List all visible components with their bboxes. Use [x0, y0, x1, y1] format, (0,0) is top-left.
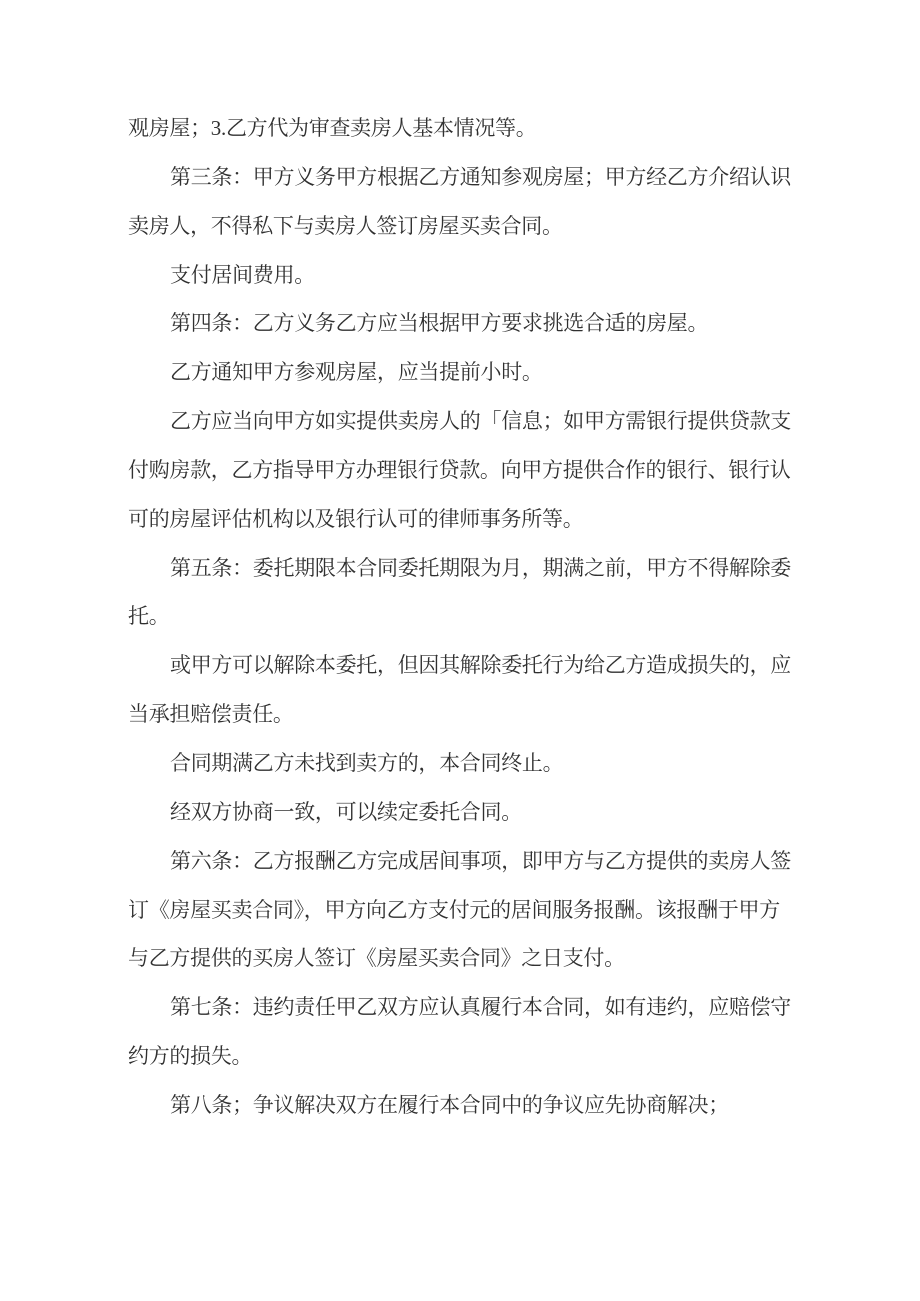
document-line: 与乙方提供的买房人签订《房屋买卖合同》之日支付。	[128, 946, 625, 971]
document-line: 约方的损失。	[128, 1044, 253, 1069]
document-line: 第四条：乙方义务乙方应当根据甲方要求挑选合适的房屋。	[170, 311, 709, 336]
document-line: 乙方应当向甲方如实提供卖房人的「信息；如甲方需银行提供贷款支	[170, 409, 791, 434]
document-line: 托。	[128, 604, 170, 629]
document-line: 订《房屋买卖合同》，甲方向乙方支付元的居间服务报酬。该报酬于甲方	[128, 897, 780, 922]
document-line: 第五条：委托期限本合同委托期限为月，期满之前，甲方不得解除委	[170, 555, 791, 580]
document-line: 第八条；争议解决双方在履行本合同中的争议应先协商解决；	[170, 1092, 729, 1117]
document-line: 第三条：甲方义务甲方根据乙方通知参观房屋；甲方经乙方介绍认识	[170, 164, 791, 189]
document-body	[128, 104, 800, 1130]
document-line: 经双方协商一致，可以续定委托合同。	[170, 799, 522, 824]
document-line: 或甲方可以解除本委托，但因其解除委托行为给乙方造成损失的，应	[170, 653, 791, 678]
document-line: 乙方通知甲方参观房屋，应当提前小时。	[170, 360, 543, 385]
document-line: 当承担赔偿责任。	[128, 702, 294, 727]
document-line: 合同期满乙方未找到卖方的，本合同终止。	[170, 750, 564, 775]
document-line: 支付居间费用。	[170, 262, 315, 287]
document-line: 卖房人，不得私下与卖房人签订房屋买卖合同。	[128, 213, 563, 238]
document-line: 第七条：违约责任甲乙双方应认真履行本合同，如有违约，应赔偿守	[170, 995, 791, 1020]
document-line: 第六条：乙方报酬乙方完成居间事项，即甲方与乙方提供的卖房人签	[170, 848, 791, 873]
document-line: 观房屋；3.乙方代为审查卖房人基本情况等。	[128, 116, 537, 140]
document-line: 可的房屋评估机构以及银行认可的律师事务所等。	[128, 506, 584, 531]
document-line: 付购房款，乙方指导甲方办理银行贷款。向甲方提供合作的银行、银行认	[128, 457, 791, 482]
